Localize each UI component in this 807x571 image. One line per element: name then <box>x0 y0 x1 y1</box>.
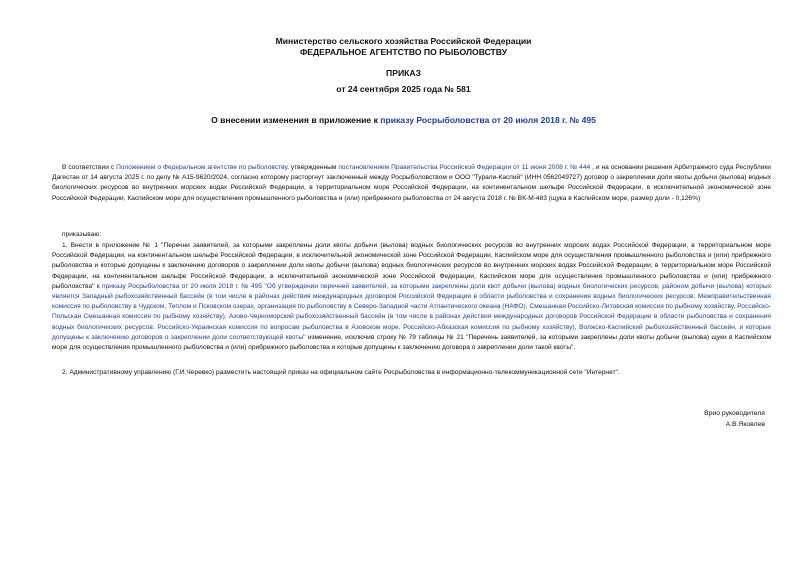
regulation-link[interactable]: Положением о Федеральном агентстве по рыболовству <box>116 164 288 171</box>
item-1-text-1: 1. Внести в приложение № 1 "Перечни заявителей, за которыми закреплены доли квоты добычи (вылова) водных биологических ресурсов во внутренних морских водах Российской Федерации, в территориальном море Российской Федерации, на континентальном шельфе Российской Федерации, в исключительной экономической зоне Российской Федерации, Каспийском море для осуществления промышленного рыболовства и (или) прибрежного рыболовства и которые допущены к заключению договоров о закреплении доли квоты добычи (вылова) водных биологических ресурсов во внутренних морских водах Российской Федерации, в территориальном море Российской Федерации, на континентальном шельфе Российской Федерации, в исключительной экономической зоне Российской Федерации, Каспийском море для осуществления промышленного рыболовства и (или) прибрежного рыболовства" к <box>52 242 771 290</box>
preamble-text-2: , утвержденным <box>287 164 339 171</box>
signature-name: А.В.Яковлев <box>725 421 765 428</box>
doc-title-prefix: О внесении изменения в приложение к <box>211 115 381 125</box>
order-word-text: приказываю: <box>62 231 102 238</box>
preamble-paragraph <box>52 163 771 204</box>
order-495-body-link[interactable]: приказу Росрыболовства от 20 июля 2018 г. № 495 "Об утверждении перечней заявителей, за которыми закреплены доли квот добычи (вылова) водных биологических ресурсов, районом добычи (вылова) которых является Западный рыбохозяйственный бассейн (в том числе в районах действия международных договоров Российской Федерации в области рыболовства и сохранения водных биологических ресурсов: Межправительственная комиссия по рыболовству в Чудском, Теплом и Псковском озерах, организация по рыболовству в Северо-Западной части Атлантического океана (НАФО), Смешанная Российско-Литовская комиссия по рыбному хозяйству, Российско-Польская Смешанная комиссия по рыбному хозяйству), Азово-Черноморский рыбохозяйственный бассейн (в том числе в районах действия международных договоров Российской Федерации в области рыболовства и сохранения водных биологических ресурсов: Российско-Украинская комиссия по вопросам рыболовства в Азовском море, Российско-Абхазская комиссия по рыбному хозяйству), Волжско-Каспийский рыбохозяйственный бассейн, и которые допущены к заключению договоров о закреплении доли соответствующей квоты" <box>52 282 771 341</box>
order-495-link[interactable]: приказу Росрыболовства от 20 июля 2018 г. № 495 <box>380 115 596 125</box>
order-word <box>52 230 771 240</box>
doc-type-heading: ПРИКАЗ <box>386 68 421 78</box>
preamble-text-3: , и на основании решения Арбитражного суда Республики Дагестан от 14 августа 2025 г. по делу № А15-9620/2024, согласно которому расторгнут заключенный между Росрыболовством и ООО "Турали-Каспий" (ИНН 0562049727) договор о закреплении доли квоты добычи (вылова) водных биологических ресурсов во внутренних морских водах Российской Федерации, в территориальном море Российской Федерации, на континентальном шельфе Российской Федерации, в исключительной экономической зоне Российской Федерации, Каспийском море для осуществления промышленного рыболовства и (или) прибрежного рыболовства от 24 августа 2018 г. № ВК-М-483 (щука в Каспийском море, размер доли - 0,126%) <box>52 164 771 202</box>
item-2-text: 2. Административному управлению (Г.И.Черевко) разместить настоящий приказ на официальном сайте Росрыболовства в информационно-телекоммуникационной сети "Интернет". <box>62 369 620 376</box>
doc-date-number: от 24 сентября 2025 года № 581 <box>336 84 471 94</box>
item-1-paragraph <box>52 241 771 353</box>
agency-heading: ФЕДЕРАЛЬНОЕ АГЕНТСТВО ПО РЫБОЛОВСТВУ <box>299 47 508 57</box>
item-2-paragraph <box>52 368 771 378</box>
signature-role: Врио руководителя <box>704 410 765 417</box>
item-1-text-2: изменение, исключив строку № 79 таблицы № 21 "Перечень заявителей, за которыми закреплены доли квоты добычи (вылова) щуки в Каспийском море для осуществления промышленного рыболовства и (или) прибрежного рыболовства и которые допущены к заключению договора о закреплении доли такой квоты". <box>52 333 771 352</box>
government-decree-link[interactable]: постановлением Правительства Российской Федерации от 11 июня 2008 г. № 444 <box>338 164 591 171</box>
doc-title <box>0 115 807 125</box>
ministry-heading: Министерство сельского хозяйства Российской Федерации <box>275 36 532 46</box>
preamble-text-1: В соответствии с <box>62 164 117 171</box>
